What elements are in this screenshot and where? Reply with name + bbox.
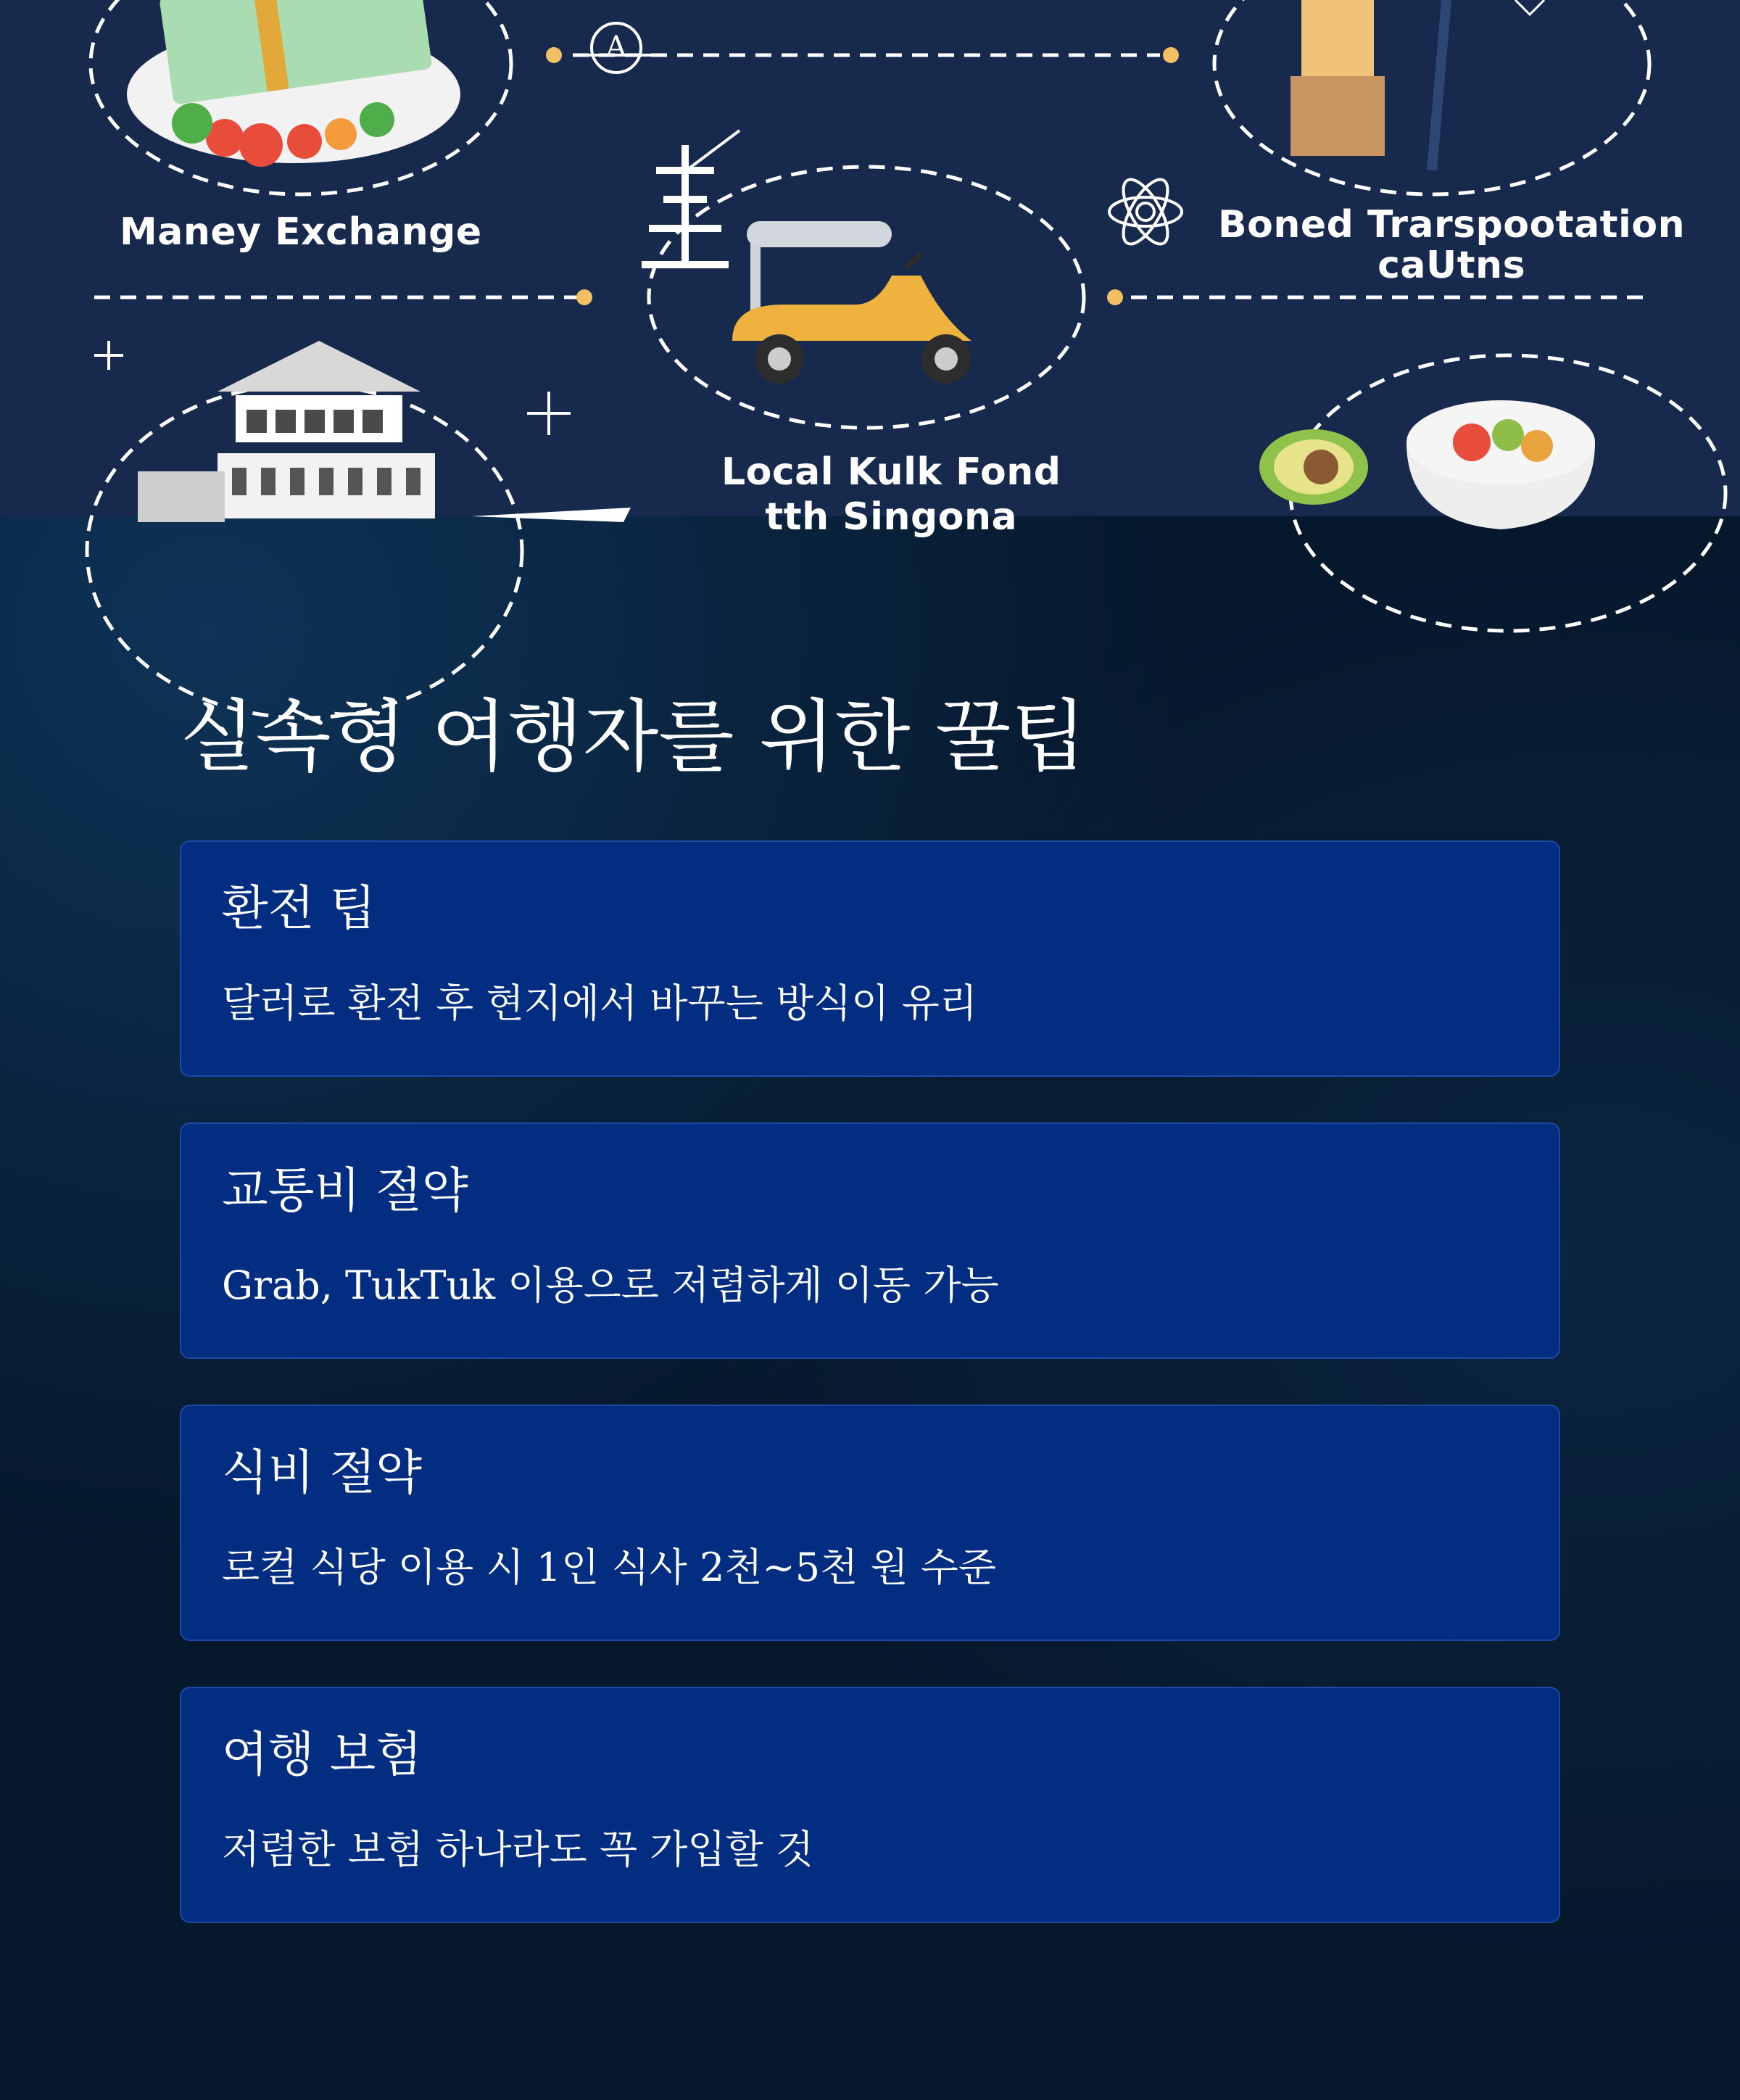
- avocado-icon: [1259, 429, 1368, 505]
- tip-card-text: 로컬 식당 이용 시 1인 식사 2천~5천 원 수준: [222, 1545, 997, 1590]
- money-bowl-icon: [127, 0, 460, 167]
- section-title: 실속형 여행자를 위한 꿀팁: [180, 692, 1087, 782]
- tip-card-title: 여행 보험: [222, 1727, 423, 1782]
- tip-card-insurance: [180, 1687, 1560, 1923]
- temple-icon: [138, 341, 631, 522]
- money-exchange-label: Maney Exchange: [120, 210, 482, 254]
- transport-label-line1: Boned Trarspootation: [1218, 203, 1686, 247]
- tip-card-exchange: [180, 840, 1560, 1077]
- svg-text:A: A: [605, 30, 627, 64]
- transport-label: [1218, 204, 1685, 286]
- compass-icon: [580, 23, 652, 73]
- tips-section: [0, 516, 1740, 2100]
- transport-label-line2: caUtns: [1378, 244, 1526, 287]
- tip-card-transport: [180, 1123, 1560, 1359]
- tip-card-title: 식비 절약: [222, 1444, 423, 1500]
- hero-illustration: [0, 0, 1740, 539]
- tower-icon: [1290, 0, 1544, 170]
- tuktuk-icon: [732, 221, 972, 384]
- local-food-label-line1: Local Kulk Fond: [721, 450, 1061, 494]
- atom-icon: [1109, 173, 1182, 251]
- local-food-label-line2: tth Singona: [765, 495, 1018, 539]
- tip-card-title: 환전 팁: [222, 880, 376, 936]
- tip-card-food: [180, 1405, 1560, 1641]
- tip-card-title: 교통비 절약: [222, 1162, 468, 1218]
- food-bowl-icon: [1406, 400, 1595, 529]
- tip-card-text: Grab, TukTuk 이용으로 저렴하게 이동 가능: [222, 1262, 999, 1308]
- tip-card-text: 달러로 환전 후 현지에서 바꾸는 방식이 유리: [222, 980, 977, 1026]
- tip-card-text: 저렴한 보험 하나라도 꼭 가입할 것: [222, 1827, 814, 1872]
